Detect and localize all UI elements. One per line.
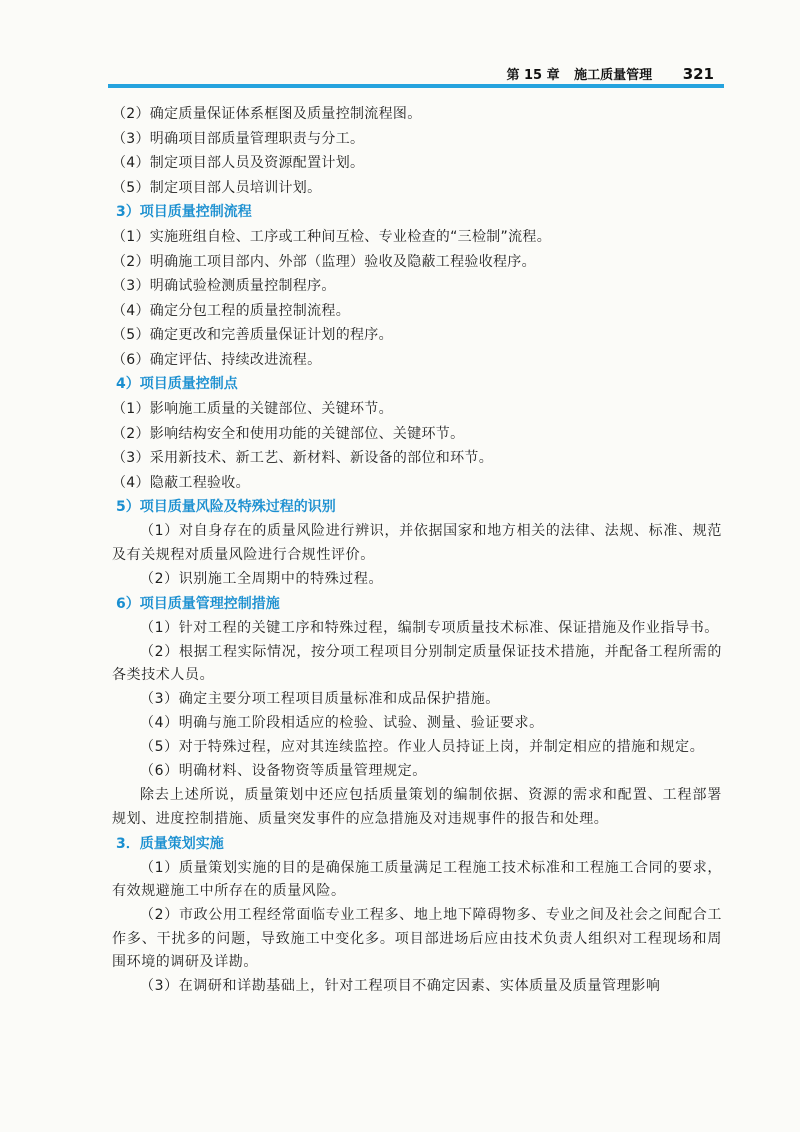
list-item: （3）采用新技术、新工艺、新材料、新设备的部位和环节。 — [112, 450, 494, 466]
list-item: （4）确定分包工程的质量控制流程。 — [112, 302, 351, 319]
summary-paragraph: 除去上述所说，质量策划中还应包括质量策划的编制依据、资源的需求和配置、工程部署规划、进度控制措施、质量突发事件的应急措施及对违规事件的报告和处理。 — [112, 787, 722, 827]
paragraph: （1）对自身存在的质量风险进行辨识，并依据国家和地方相关的法律、法规、标准、规范及有关规程对质量风险进行合规性评价。 — [112, 523, 722, 563]
list-item: （5）确定更改和完善质量保证计划的程序。 — [112, 327, 393, 343]
paragraph: （2）市政公用工程经常面临专业工程多、地上地下障碍物多、专业之间及社会之间配合工作多、干扰多的问题，导致施工中变化多。项目部进场后应由技术负责人组织对工程现场和周围环境的调研及详勘。 — [112, 907, 722, 970]
paragraph: （3）在调研和详勘基础上，针对工程项目不确定因素、实体质量及质量管理影响 — [140, 978, 661, 994]
paragraph: （6）明确材料、设备物资等质量管理规定。 — [140, 763, 427, 779]
page-number: 321 — [682, 65, 714, 83]
paragraph: （2）识别施工全周期中的特殊过程。 — [140, 570, 384, 587]
list-item: （5）制定项目部人员培训计划。 — [112, 179, 322, 196]
section-heading: 3．质量策划实施 — [116, 835, 224, 852]
section-heading: 4）项目质量控制点 — [116, 376, 238, 392]
paragraph: （4）明确与施工阶段相适应的检验、试验、测量、验证要求。 — [140, 715, 544, 731]
page-body — [112, 102, 722, 999]
list-item: （3）明确项目部质量管理职责与分工。 — [112, 130, 365, 147]
section-heading: 6）项目质量管理控制措施 — [116, 595, 280, 612]
page-header — [108, 60, 724, 86]
running-head — [506, 64, 714, 83]
list-item: （1）影响施工质量的关键部位、关键环节。 — [112, 401, 393, 417]
list-item: （2）确定质量保证体系框图及质量控制流程图。 — [112, 106, 422, 122]
section-heading: 3）项目质量控制流程 — [116, 204, 252, 220]
section-heading: 5）项目质量风险及特殊过程的识别 — [116, 499, 336, 515]
list-item: （1）实施班组自检、工序或工种间互检、专业检查的“三检制”流程。 — [112, 229, 552, 245]
list-item: （2）影响结构安全和使用功能的关键部位、关键环节。 — [112, 425, 465, 442]
chapter-title: 施工质量管理 — [574, 68, 653, 83]
paragraph: （2）根据工程实际情况，按分项工程项目分别制定质量保证技术措施，并配备工程所需的各类技术人员。 — [112, 643, 722, 683]
list-item: （3）明确试验检测质量控制程序。 — [112, 278, 336, 294]
paragraph: （3）确定主要分项工程项目质量标准和成品保护措施。 — [140, 691, 500, 707]
chapter-label: 第 15 章 — [506, 68, 560, 83]
header-rule — [108, 84, 724, 88]
paragraph: （5）对于特殊过程，应对其连续监控。作业人员持证上岗，并制定相应的措施和规定。 — [140, 739, 705, 755]
paragraph: （1）质量策划实施的目的是确保施工质量满足工程施工技术标准和工程施工合同的要求，有效规避施工中所存在的质量风险。 — [112, 859, 722, 899]
list-item: （4）隐蔽工程验收。 — [112, 474, 250, 491]
list-item: （4）制定项目部人员及资源配置计划。 — [112, 155, 365, 171]
paragraph: （1）针对工程的关键工序和特殊过程，编制专项质量技术标准、保证措施及作业指导书。 — [140, 619, 719, 636]
list-item: （6）确定评估、持续改进流程。 — [112, 351, 322, 368]
list-item: （2）明确施工项目部内、外部（监理）验收及隐蔽工程验收程序。 — [112, 253, 536, 270]
